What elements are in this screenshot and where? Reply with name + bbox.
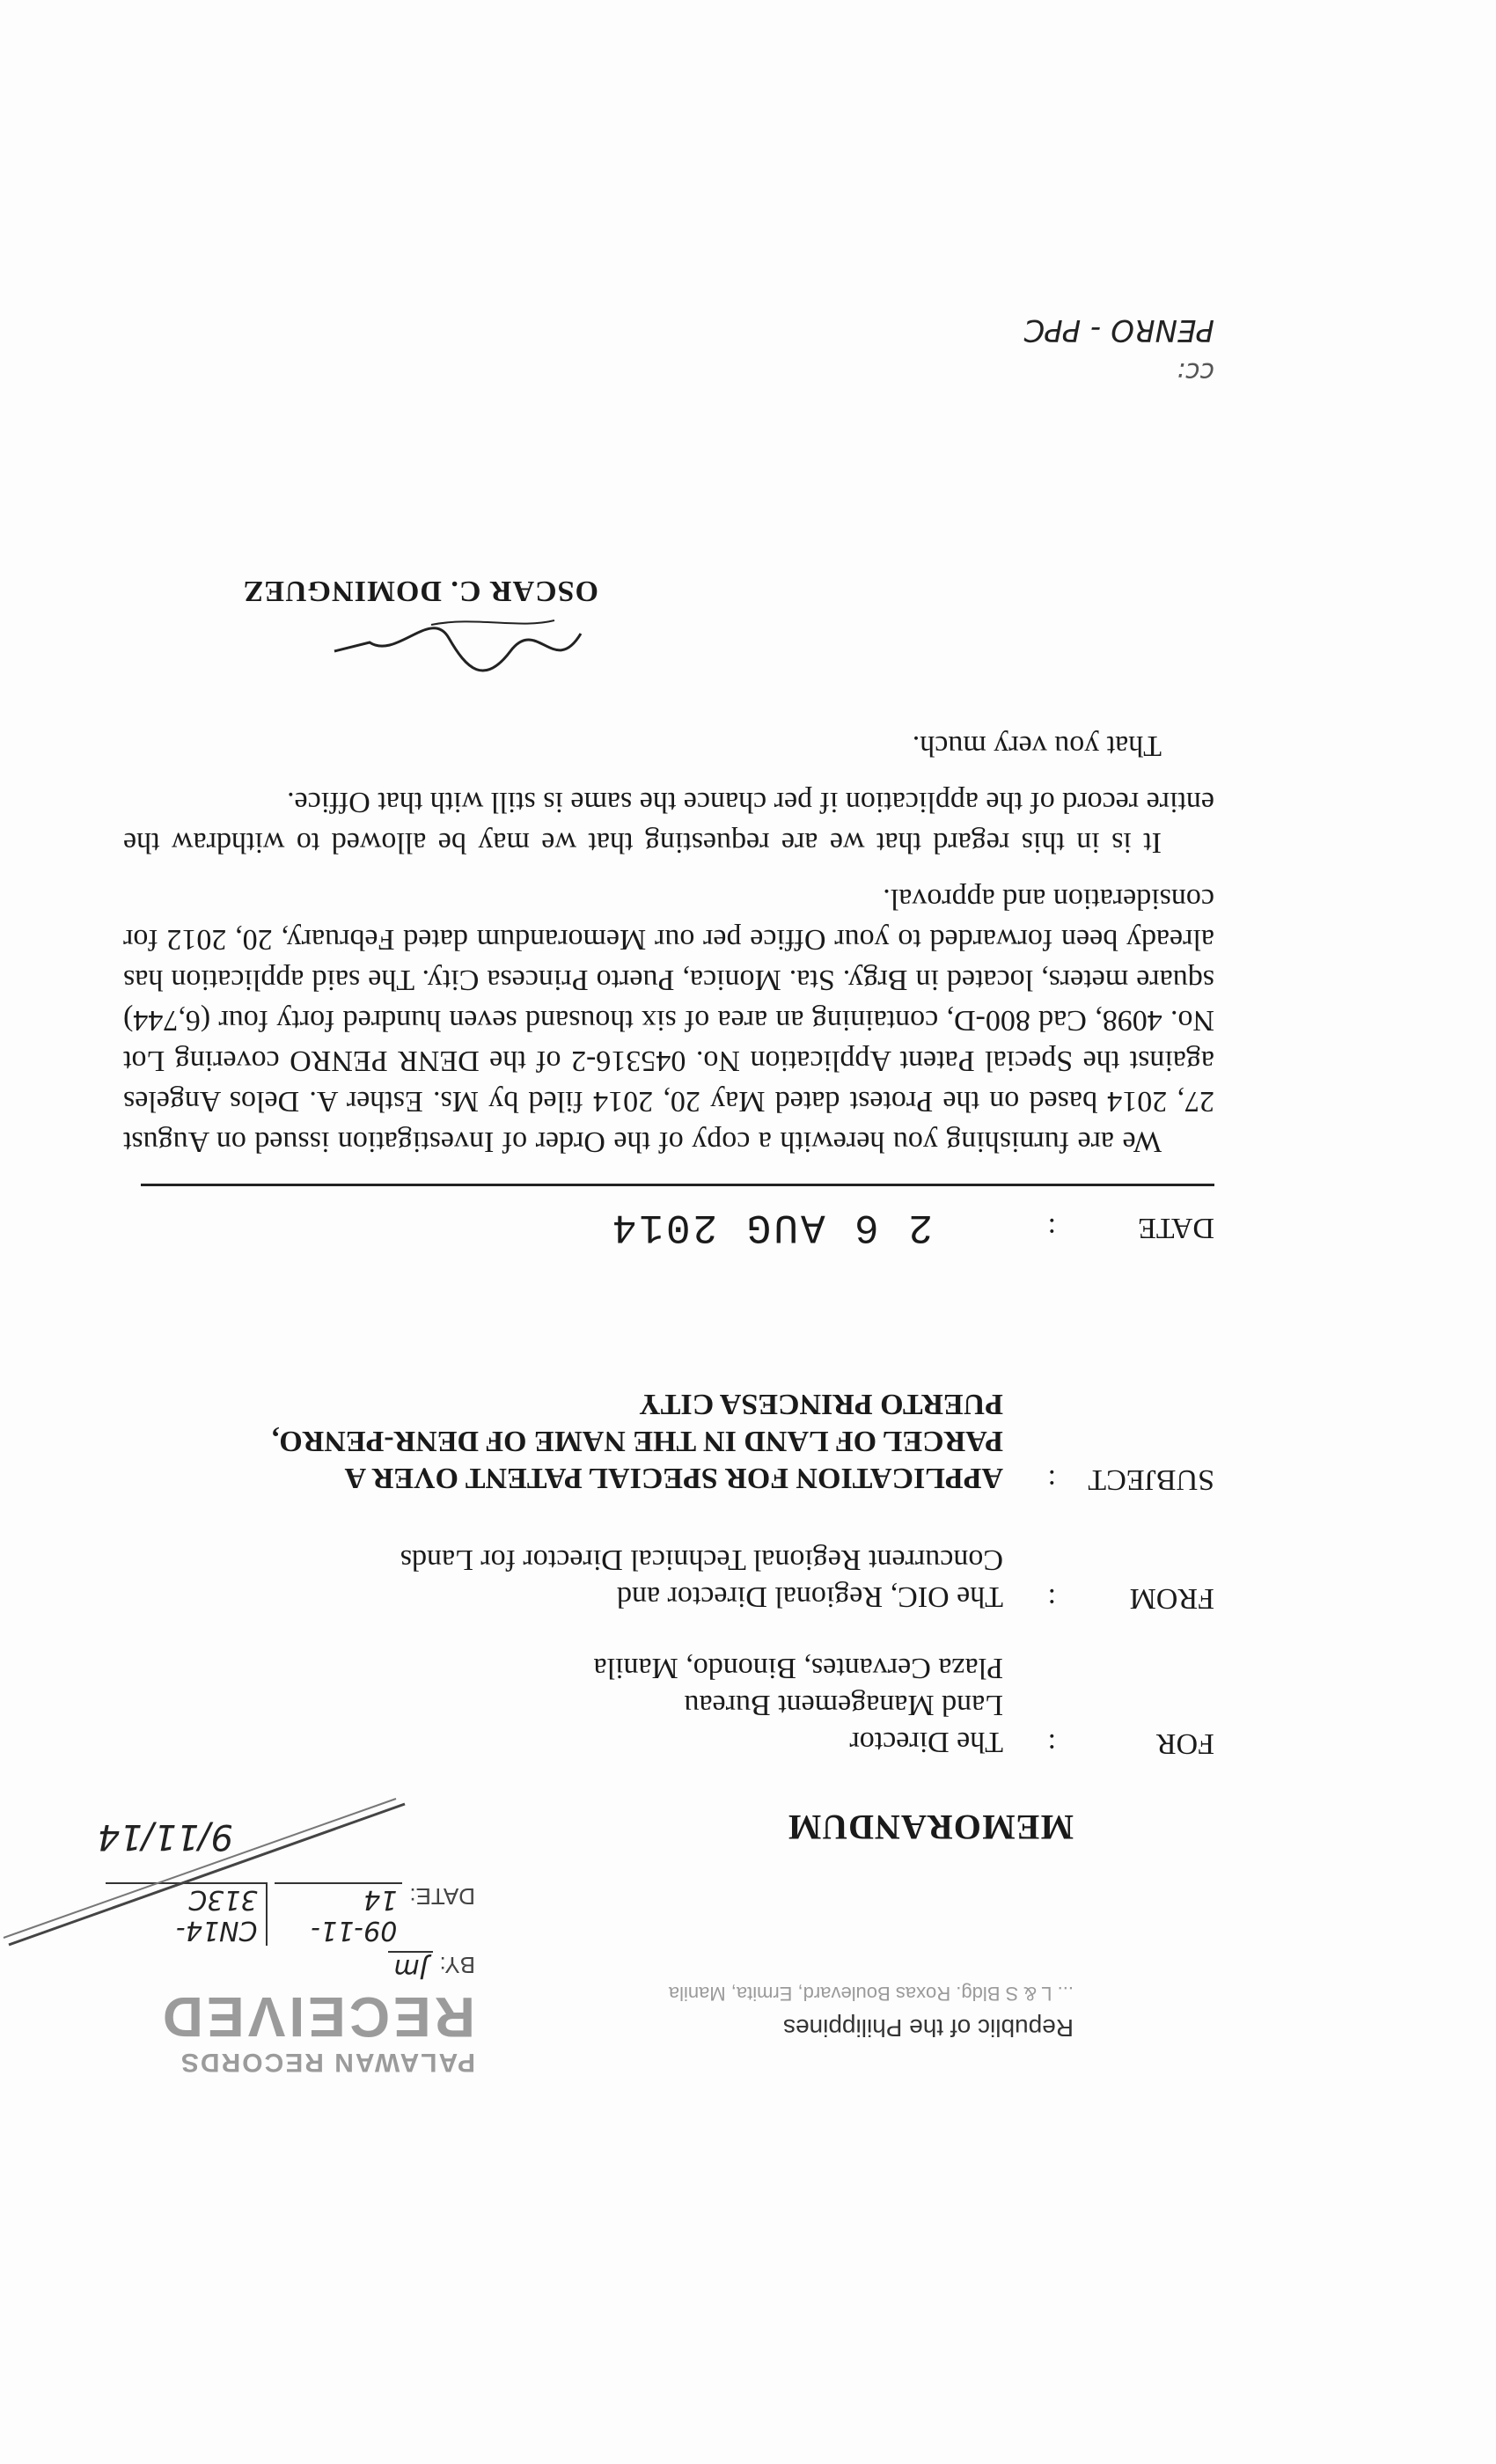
handwritten-date: 9/11/14 bbox=[97, 1816, 233, 1857]
stamp-title: RECEIVED bbox=[158, 1985, 475, 2049]
stamp-date-label: DATE: bbox=[409, 1883, 475, 1910]
subject-line: APPLICATION FOR SPECIAL PATENT OVER A bbox=[344, 1462, 1003, 1494]
signature bbox=[326, 607, 590, 686]
cc-block bbox=[1024, 312, 1214, 387]
date-label: DATE bbox=[1138, 1212, 1214, 1244]
for-line: The Director bbox=[849, 1726, 1003, 1758]
stamp-control-no: CN14-313C bbox=[106, 1882, 268, 1946]
cc-label: cc: bbox=[1176, 356, 1214, 387]
stamp-by-value: Jm bbox=[388, 1951, 432, 1984]
from-colon: : bbox=[1047, 1582, 1056, 1615]
subject-colon: : bbox=[1047, 1463, 1056, 1496]
for-block bbox=[593, 1649, 1003, 1760]
subject-block bbox=[272, 1385, 1003, 1496]
stamp-by-row bbox=[106, 1951, 475, 1984]
divider-rule bbox=[141, 1184, 1214, 1186]
from-line: The OIC, Regional Director and bbox=[616, 1580, 1003, 1613]
body-paragraph: That you very much. bbox=[912, 730, 1162, 762]
for-colon: : bbox=[1047, 1727, 1056, 1760]
from-block bbox=[400, 1541, 1003, 1615]
cc-value: PENRO - PPC bbox=[1023, 312, 1214, 348]
for-line: Plaza Cervantes, Binondo, Manila bbox=[593, 1652, 1003, 1684]
from-label: FROM bbox=[1129, 1582, 1214, 1615]
stamp-date-value: 09-11-14 bbox=[275, 1882, 402, 1946]
stamp-org: PALAWAN RECORDS bbox=[179, 2048, 475, 2077]
memo-body bbox=[123, 709, 1214, 1162]
republic-header: Republic of the Philippines bbox=[783, 2014, 1074, 2042]
stamp-by-label: BY: bbox=[439, 1952, 475, 1978]
date-stamp: 2 6 AUG 2014 bbox=[609, 1204, 933, 1250]
subject-label: SUBJECT bbox=[1088, 1463, 1214, 1496]
for-line: Land Management Bureau bbox=[684, 1689, 1003, 1721]
signatory-name: OSCAR C. DOMINGUEZ bbox=[242, 575, 598, 607]
from-line: Concurrent Regional Technical Director for Lands bbox=[400, 1544, 1003, 1576]
office-address: ... L & S Bldg. Roxas Boulevard, Ermita, Manila bbox=[668, 1983, 1074, 2005]
date-colon: : bbox=[1047, 1212, 1056, 1244]
body-paragraph: We are furnishing you herewith a copy of the Order of Investigation issued on August 27, 2014 based on the Protest dated May 20, 2014 filed by Ms. Esther A. Delos Angeles against the Special Patent Application No. 045316-2 of the DENR PENRO covering Lot No. 4098, Cad 800-D, containing an area of six thousand seven hundred forty four (6,744) square meters, located in Brgy. Sta. Monica, Puerto Princesa City. The said application has already been forwarded to your Office per our Memorandum dated February, 20, 2012 for consideration and approval. bbox=[123, 883, 1214, 1158]
memo-title: MEMORANDUM bbox=[787, 1808, 1074, 1847]
for-label: FOR bbox=[1155, 1727, 1214, 1760]
subject-line: PARCEL OF LAND IN THE NAME OF DENR-PENRO, bbox=[271, 1425, 1003, 1457]
subject-line: PUERTO PRINCESA CITY bbox=[639, 1388, 1003, 1420]
body-paragraph: It is in this regard that we are requesting that we may be allowed to withdraw the entire record of the application if per chance the same is still with that Office. bbox=[123, 786, 1214, 859]
